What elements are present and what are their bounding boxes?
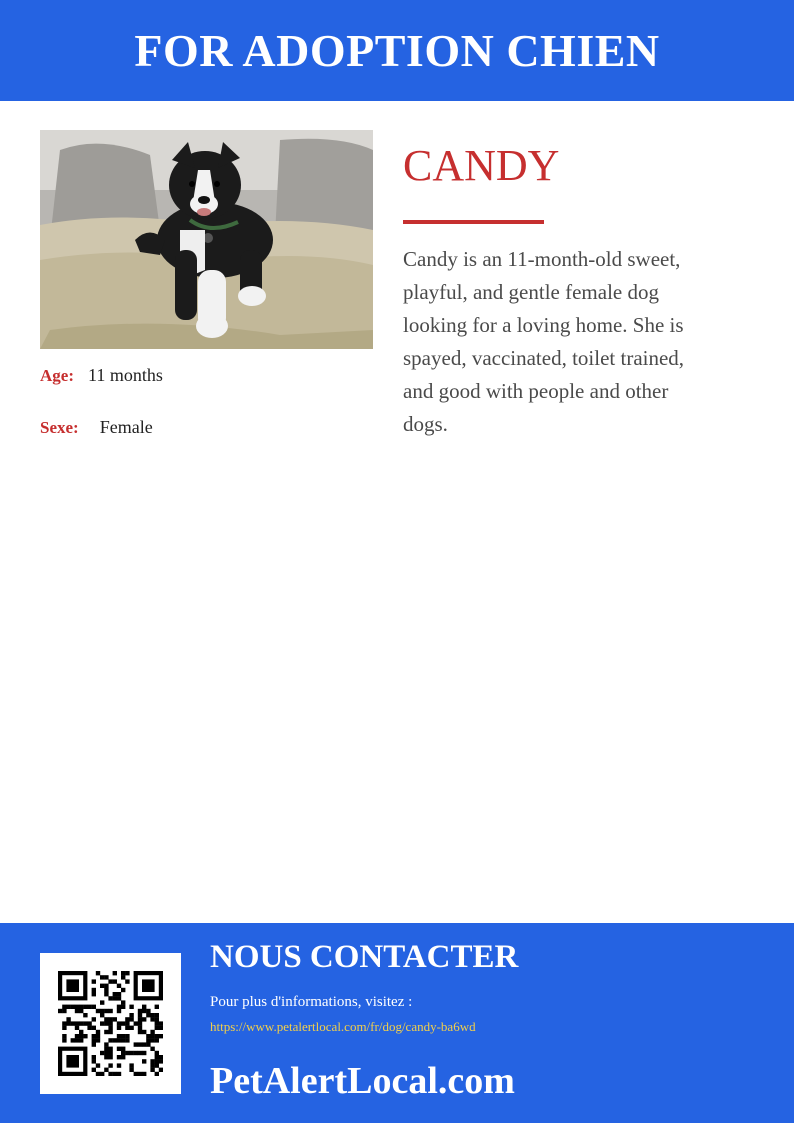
age-label: Age: — [40, 366, 74, 385]
pet-description: Candy is an 11-month-old sweet, playful, and gentle female dog looking for a loving home. She is spayed, vaccinated, toilet trained, and good with people and other dogs. — [403, 247, 685, 436]
page-title: FOR ADOPTION CHIEN — [134, 25, 660, 76]
pet-name: CANDY — [403, 141, 560, 190]
sex-value: Female — [99, 417, 153, 437]
sex-label: Sexe: — [40, 418, 79, 437]
site-name: PetAlertLocal.com — [210, 1060, 515, 1102]
contact-footer — [0, 923, 794, 1123]
contact-title: NOUS CONTACTER — [210, 939, 519, 975]
header-banner — [0, 0, 794, 101]
more-info-text: Pour plus d'informations, visitez : — [210, 994, 413, 1010]
name-divider — [403, 220, 544, 224]
pet-profile-link[interactable]: https://www.petalertlocal.com/fr/dog/candy-ba6wd — [210, 1019, 476, 1034]
age-row — [40, 365, 163, 386]
sex-row — [40, 417, 153, 438]
dog-photo — [40, 130, 373, 349]
age-value: 11 months — [87, 365, 163, 385]
qr-code-icon — [40, 953, 181, 1094]
